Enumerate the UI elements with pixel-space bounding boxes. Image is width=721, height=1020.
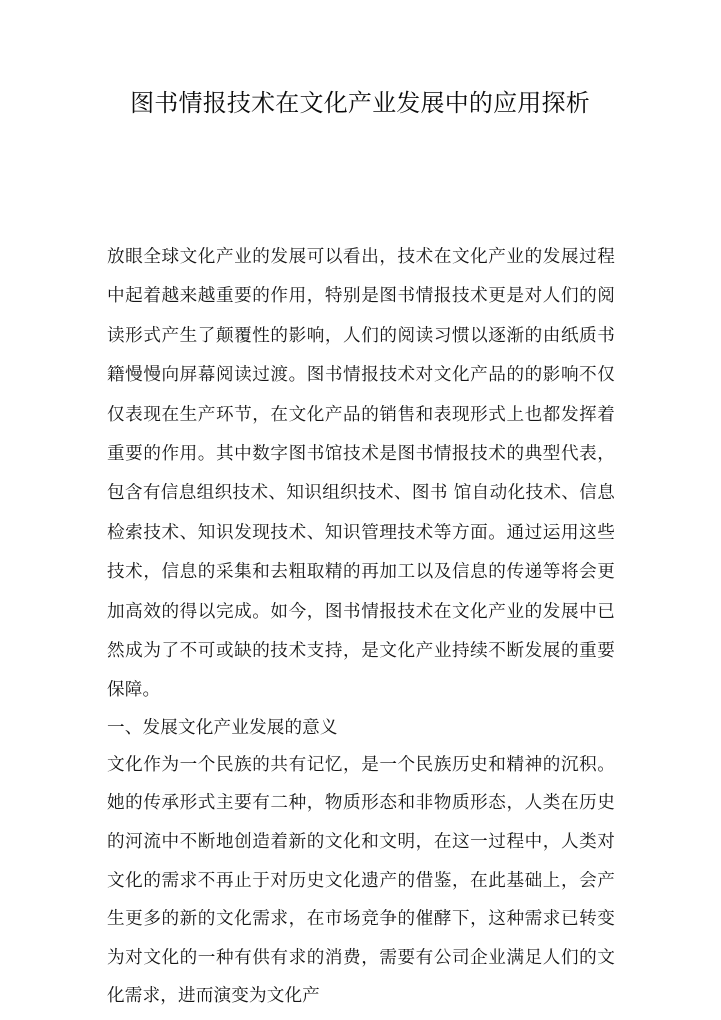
paragraph-intro: 放眼全球文化产业的发展可以看出，技术在文化产业的发展过程中起着越来越重要的作用，特别是图书情报技术更是对人们的阅读形式产生了颠覆性的影响，人们的阅读习惯以逐渐的由纸质书籍慢慢向屏幕阅读过渡。图书情报技术对文化产品的的影响不仅仅表现在生产环节，在文化产品的销售和表现形式上也都发挥着重要的作用。其中数字图书馆技术是图书情报技术的典型代表，包含有信息组织技术、知识组织技术、图书 馆自动化技术、信息检索技术、知识发现技术、知识管理技术等方面。通过运用这些技术，信息的采集和去粗取精的再加工以及信息的传递等将会更加高效的得以完成。如今，图书情报技术在文化产业的发展中已然成为了不可或缺的技术支持，是文化产业持续不断发展的重要保障。 bbox=[107, 247, 615, 701]
section-heading-1: 一、发展文化产业发展的意义 bbox=[107, 717, 338, 738]
page-title: 图书情报技术在文化产业发展中的应用探析 bbox=[130, 89, 590, 117]
paragraph-section-1: 文化作为一个民族的共有记忆，是一个民族历史和精神的沉积。她的传承形式主要有二种，物质形态和非物质形态，人类在历史的河流中不断地创造着新的文化和文明，在这一过程中，人类对文化的需求不再止于对历史文化遗产的借鉴，在此基础上，会产生更多的新的文化需求，在市场竞争的催酵下，这种需求已转变为对文化的一种有供有求的消费，需要有公司企业满足人们的文化需求，进而演变为文化产 bbox=[107, 754, 615, 1007]
document-body bbox=[107, 238, 615, 1016]
